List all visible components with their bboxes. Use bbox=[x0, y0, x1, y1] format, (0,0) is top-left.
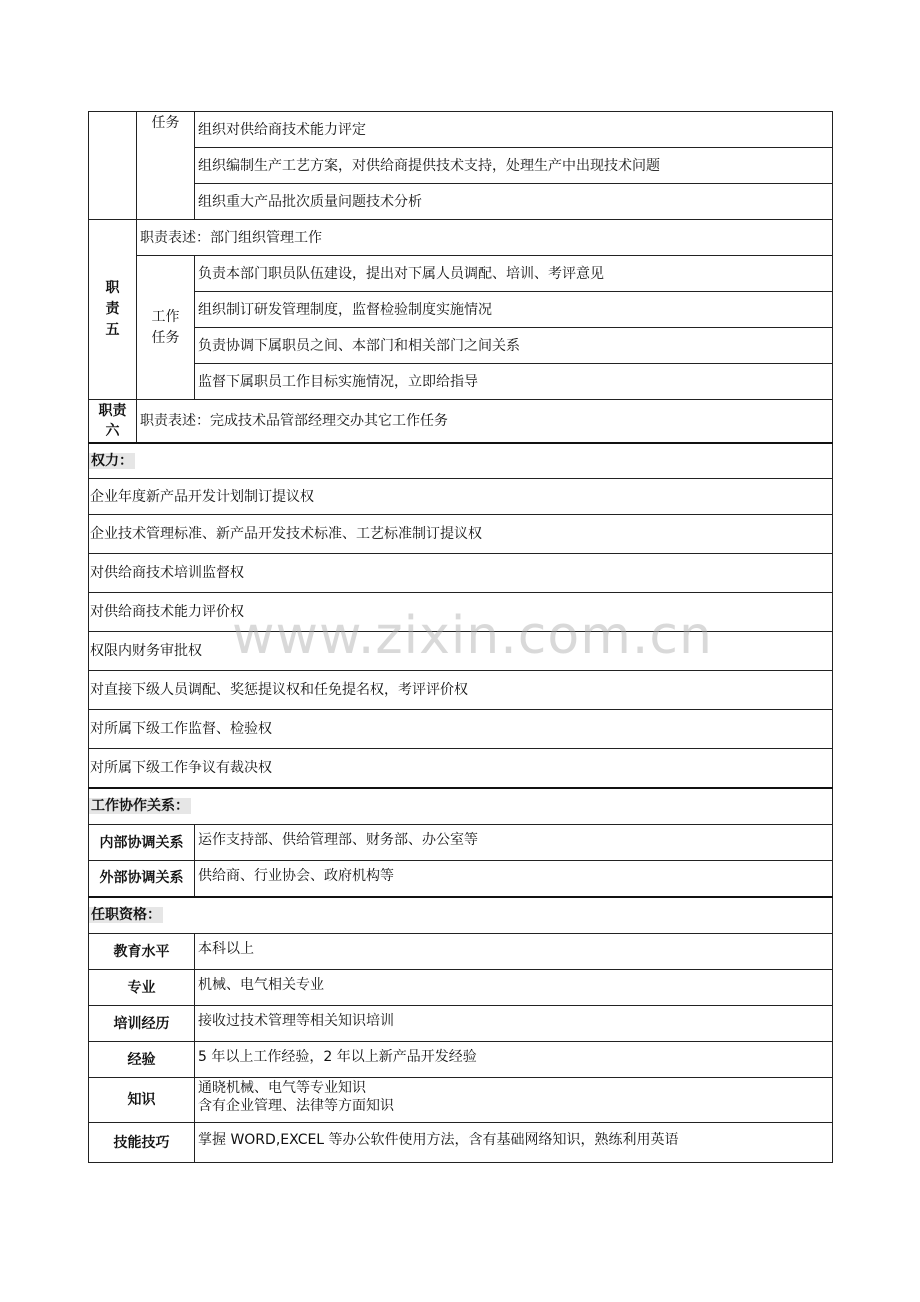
table-row bbox=[89, 112, 833, 148]
task-item: 组织重大产品批次质量问题技术分析 bbox=[195, 184, 833, 220]
qualification-label: 知识 bbox=[89, 1078, 195, 1123]
relation-value: 运作支持部、供给管理部、财务部、办公室等 bbox=[195, 825, 833, 861]
duty-label-line: 六 bbox=[105, 422, 120, 439]
powers-header bbox=[89, 443, 833, 479]
qualification-value bbox=[195, 1078, 833, 1123]
table-row bbox=[89, 256, 833, 292]
table-row bbox=[89, 184, 833, 220]
power-item: 企业技术管理标准、新产品开发技术标准、工艺标准制订提议权 bbox=[89, 515, 833, 554]
job-description-page bbox=[88, 111, 832, 1163]
table-row bbox=[89, 554, 833, 593]
power-item: 对所属下级工作争议有裁决权 bbox=[89, 749, 833, 788]
qualification-label: 培训经历 bbox=[89, 1006, 195, 1042]
power-item: 对供给商技术培训监督权 bbox=[89, 554, 833, 593]
power-item: 权限内财务审批权 bbox=[89, 632, 833, 671]
section-title: 权力： bbox=[91, 452, 133, 469]
table-row bbox=[89, 970, 833, 1006]
task-label-line: 任务 bbox=[151, 329, 180, 346]
table-row bbox=[89, 671, 833, 710]
duty-five-label bbox=[89, 220, 137, 400]
relation-value: 供给商、行业协会、政府机构等 bbox=[195, 861, 833, 897]
watermark: www.zixin.com.cn bbox=[232, 606, 713, 666]
table-row bbox=[89, 220, 833, 256]
qualification-label: 专业 bbox=[89, 970, 195, 1006]
table-row bbox=[89, 1006, 833, 1042]
duty-six-label bbox=[89, 400, 137, 443]
duty-label-line: 职责 bbox=[98, 402, 127, 419]
qualification-value: 本科以上 bbox=[195, 934, 833, 970]
duty-label-cell bbox=[89, 112, 137, 220]
table-row bbox=[89, 292, 833, 328]
job-description-table bbox=[88, 111, 833, 1163]
table-row bbox=[89, 788, 833, 825]
power-item: 企业年度新产品开发计划制订提议权 bbox=[89, 479, 833, 515]
table-row bbox=[89, 710, 833, 749]
qualification-value: 5 年以上工作经验，2 年以上新产品开发经验 bbox=[195, 1042, 833, 1078]
qualifications-header bbox=[89, 897, 833, 934]
table-row bbox=[89, 148, 833, 184]
table-row bbox=[89, 515, 833, 554]
section-title: 工作协作关系： bbox=[91, 798, 189, 815]
work-task-label bbox=[137, 256, 195, 400]
table-row bbox=[89, 897, 833, 934]
task-item: 组织编制生产工艺方案，对供给商提供技术支持，处理生产中出现技术问题 bbox=[195, 148, 833, 184]
task-label-line: 工作 bbox=[151, 308, 180, 325]
task-label: 任务 bbox=[137, 112, 195, 220]
task-item: 监督下属职员工作目标实施情况，立即给指导 bbox=[195, 364, 833, 400]
qualification-value: 接收过技术管理等相关知识培训 bbox=[195, 1006, 833, 1042]
task-item: 负责本部门职员队伍建设，提出对下属人员调配、培训、考评意见 bbox=[195, 256, 833, 292]
table-row bbox=[89, 593, 833, 632]
duty-statement: 职责表述：完成技术品管部经理交办其它工作任务 bbox=[137, 400, 833, 443]
task-item: 负责协调下属职员之间、本部门和相关部门之间关系 bbox=[195, 328, 833, 364]
task-item: 组织对供给商技术能力评定 bbox=[195, 112, 833, 148]
qualification-line: 含有企业管理、法律等方面知识 bbox=[198, 1098, 394, 1114]
table-row bbox=[89, 1042, 833, 1078]
table-row bbox=[89, 749, 833, 788]
qualification-label: 技能技巧 bbox=[89, 1123, 195, 1163]
table-row bbox=[89, 400, 833, 443]
table-row bbox=[89, 364, 833, 400]
table-row bbox=[89, 479, 833, 515]
relation-label: 内部协调关系 bbox=[89, 825, 195, 861]
table-row bbox=[89, 328, 833, 364]
table-row bbox=[89, 1123, 833, 1163]
qualification-value: 机械、电气相关专业 bbox=[195, 970, 833, 1006]
qualification-label: 经验 bbox=[89, 1042, 195, 1078]
qualification-line: 通晓机械、电气等专业知识 bbox=[198, 1080, 366, 1096]
table-row bbox=[89, 861, 833, 897]
table-row bbox=[89, 1078, 833, 1123]
table-row bbox=[89, 443, 833, 479]
qualification-value: 掌握 WORD,EXCEL 等办公软件使用方法，含有基础网络知识，熟练利用英语 bbox=[195, 1123, 833, 1163]
duty-statement: 职责表述：部门组织管理工作 bbox=[137, 220, 833, 256]
table-row bbox=[89, 632, 833, 671]
table-row bbox=[89, 934, 833, 970]
duty-label-line: 五 bbox=[105, 322, 120, 338]
section-title: 任职资格： bbox=[91, 907, 161, 924]
relations-header bbox=[89, 788, 833, 825]
duty-label-line: 职 bbox=[105, 280, 120, 296]
power-item: 对所属下级工作监督、检验权 bbox=[89, 710, 833, 749]
power-item: 对供给商技术能力评价权 bbox=[89, 593, 833, 632]
relation-label: 外部协调关系 bbox=[89, 861, 195, 897]
qualification-label: 教育水平 bbox=[89, 934, 195, 970]
task-item: 组织制订研发管理制度，监督检验制度实施情况 bbox=[195, 292, 833, 328]
power-item: 对直接下级人员调配、奖惩提议权和任免提名权，考评评价权 bbox=[89, 671, 833, 710]
duty-label-line: 责 bbox=[105, 301, 120, 317]
table-row bbox=[89, 825, 833, 861]
